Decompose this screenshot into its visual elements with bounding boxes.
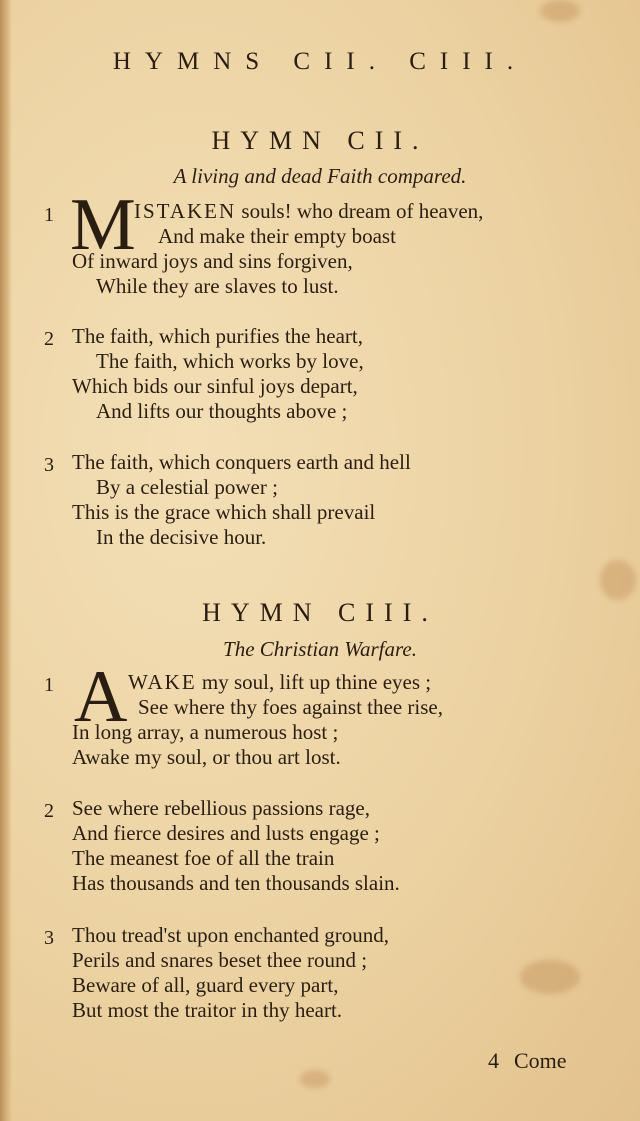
verse-line: See where thy foes against thee rise, <box>138 695 443 719</box>
running-head: HYMNS CII. CIII. <box>112 48 528 75</box>
verse-line: And make their empty boast <box>158 224 396 248</box>
verse-line: And lifts our thoughts above ; <box>96 399 348 423</box>
verse-line: The faith, which purifies the heart, <box>72 324 363 348</box>
verse-line-rest: souls! who dream of heaven, <box>236 199 484 223</box>
verse-line: The faith, which conquers earth and hell <box>72 450 411 474</box>
stanza-number: 2 <box>44 800 54 822</box>
verse-line: By a celestial power ; <box>96 475 278 499</box>
verse-line <box>134 199 483 224</box>
hymn-ciii-subtitle: The Christian Warfare. <box>223 637 417 661</box>
stanza-number: 3 <box>44 454 54 476</box>
verse-line: This is the grace which shall prevail <box>72 500 376 524</box>
hymn-ciii-title: HYMN CIII. <box>202 598 438 627</box>
verse-line <box>128 670 431 695</box>
verse-line: The meanest foe of all the train <box>72 846 335 870</box>
verse-line: Has thousands and ten thousands slain. <box>72 871 400 895</box>
verse-line: But most the traitor in thy heart. <box>72 998 343 1022</box>
foxing-stain <box>540 0 580 22</box>
verse-line: While they are slaves to lust. <box>96 274 339 298</box>
stanza-number: 1 <box>44 674 54 696</box>
catchword: Come <box>514 1048 567 1073</box>
first-word-caps: WAKE <box>128 670 197 694</box>
verse-line-rest: my soul, lift up thine eyes ; <box>196 670 432 694</box>
verse-line: Beware of all, guard every part, <box>72 973 339 997</box>
drop-cap: A <box>74 656 128 738</box>
verse-line: Which bids our sinful joys depart, <box>72 374 358 398</box>
foxing-stain <box>520 960 580 994</box>
first-word-caps: ISTAKEN <box>134 199 237 223</box>
hymn-cii-title: HYMN CII. <box>211 126 429 155</box>
verse-line: Awake my soul, or thou art lost. <box>72 745 341 769</box>
verse-line: Perils and snares beset thee round ; <box>72 948 368 972</box>
hymn-cii-subtitle: A living and dead Faith compared. <box>173 164 467 188</box>
verse-line: In the decisive hour. <box>96 525 267 549</box>
verse-line: The faith, which works by love, <box>96 349 364 373</box>
foxing-stain <box>300 1070 330 1088</box>
verse-line: And fierce desires and lusts engage ; <box>72 821 380 845</box>
verse-line: See where rebellious passions rage, <box>72 796 370 820</box>
drop-cap: M <box>70 184 136 266</box>
stanza-number: 2 <box>44 328 54 350</box>
signature-mark: 4 <box>488 1048 499 1073</box>
stanza-number: 1 <box>44 204 54 226</box>
stanza-number: 3 <box>44 927 54 949</box>
verse-line: In long array, a numerous host ; <box>72 720 339 744</box>
foxing-stain <box>600 560 636 600</box>
verse-line: Thou tread'st upon enchanted ground, <box>72 923 389 947</box>
verse-line: Of inward joys and sins forgiven, <box>72 249 353 273</box>
